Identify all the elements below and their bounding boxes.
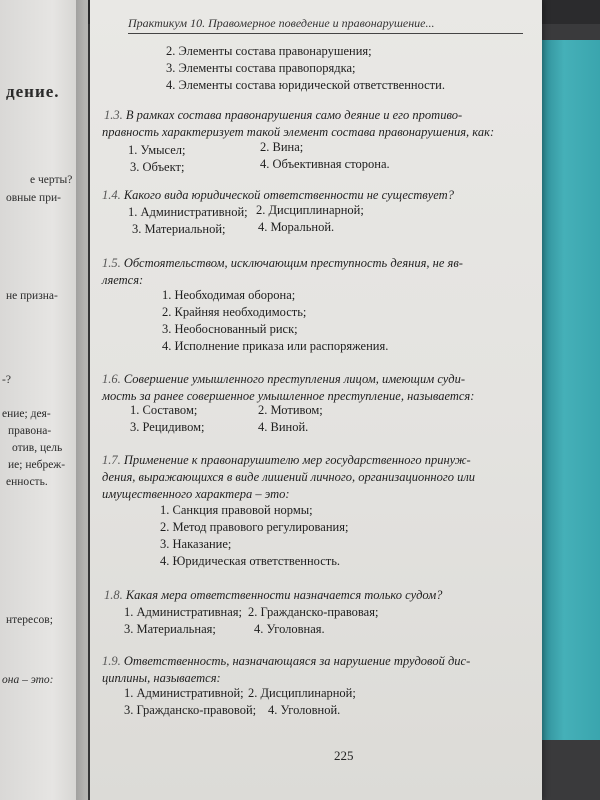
question-number: 1.4. xyxy=(102,188,121,202)
question-1-5 xyxy=(102,256,463,271)
option: 4. Уголовной. xyxy=(268,703,341,717)
left-fragment: овные при- xyxy=(6,192,61,204)
left-fragment: е черты? xyxy=(30,174,73,186)
option: 1. Умысел; xyxy=(128,143,186,157)
option: 1. Санкция правовой нормы; xyxy=(160,503,313,517)
book-cover-edge xyxy=(540,40,600,740)
option: 4. Объективная сторона. xyxy=(260,157,390,171)
question-1-6 xyxy=(102,372,465,387)
running-header-text: Практикум 10. Правомерное поведение и правонарушение... xyxy=(128,16,435,30)
question-1-9 xyxy=(102,654,470,669)
left-fragment: нтересов; xyxy=(6,614,53,626)
option: 2. Дисциплинарной; xyxy=(256,203,364,217)
option: 3. Рецидивом; xyxy=(130,420,205,434)
option: 2. Дисциплинарной; xyxy=(248,686,356,700)
question-number: 1.3. xyxy=(104,108,123,122)
question-1-4 xyxy=(102,188,454,203)
option: 3. Материальной; xyxy=(132,222,226,236)
left-fragment: ение; дея- xyxy=(2,408,51,420)
left-fragment: отив, цель xyxy=(12,442,63,454)
question-text: Совершение умышленного преступления лицом, имеющим суди- xyxy=(123,372,466,386)
right-page xyxy=(90,0,542,800)
option: 4. Моральной. xyxy=(258,220,335,234)
header-rule xyxy=(128,33,523,34)
option: 2. Элементы состава правонарушения; xyxy=(166,44,372,58)
question-number: 1.6. xyxy=(102,372,121,386)
left-fragment: -? xyxy=(2,374,11,386)
question-text: правность характеризует такой элемент состава правонарушения, как: xyxy=(102,125,495,139)
question-number: 1.5. xyxy=(102,256,121,270)
question-text: В рамках состава правонарушения само деяние и его противо- xyxy=(125,108,463,122)
option: 1. Составом; xyxy=(130,403,198,417)
option: 4. Виной. xyxy=(258,420,309,434)
running-header xyxy=(128,16,523,31)
question-text: Обстоятельством, исключающим преступность деяния, не яв- xyxy=(123,256,463,270)
question-text: циплины, называется: xyxy=(102,671,221,685)
option: 3. Необоснованный риск; xyxy=(162,322,298,336)
option: 3. Элементы состава правопорядка; xyxy=(166,61,356,75)
question-1-3 xyxy=(104,108,462,123)
left-fragment: енность. xyxy=(6,476,48,488)
option: 2. Гражданско-правовая; xyxy=(248,605,379,619)
question-1-7 xyxy=(102,453,471,468)
left-fragment: правона- xyxy=(8,425,52,437)
option: 4. Уголовная. xyxy=(254,622,325,636)
option: 2. Метод правового регулирования; xyxy=(160,520,349,534)
option: 3. Материальная; xyxy=(124,622,216,636)
question-text: мость за ранее совершенное умышленное преступление, называется: xyxy=(102,389,475,403)
left-fragment: ие; небреж- xyxy=(8,459,66,471)
option: 1. Административная; xyxy=(124,605,243,619)
question-text: имущественного характера – это: xyxy=(102,487,290,501)
option: 2. Мотивом; xyxy=(258,403,323,417)
question-number: 1.7. xyxy=(102,453,121,467)
option: 4. Элементы состава юридической ответственности. xyxy=(166,78,445,92)
question-text: Ответственность, назначающаяся за нарушение трудовой дис- xyxy=(123,654,471,668)
option: 3. Наказание; xyxy=(160,537,232,551)
left-fragment: она – это: xyxy=(2,674,54,686)
left-fragment: дение. xyxy=(6,82,60,101)
option: 2. Крайняя необходимость; xyxy=(162,305,307,319)
option: 4. Юридическая ответственность. xyxy=(160,554,341,568)
question-text: ляется: xyxy=(102,273,144,287)
option: 1. Необходимая оборона; xyxy=(162,288,296,302)
option: 1. Административной; xyxy=(124,686,244,700)
question-1-8 xyxy=(104,588,442,603)
question-number: 1.8. xyxy=(104,588,123,602)
option: 3. Объект; xyxy=(130,160,185,174)
option: 2. Вина; xyxy=(260,140,304,154)
question-text: Применение к правонарушителю мер государственного принуж- xyxy=(123,453,471,467)
option: 1. Административной; xyxy=(128,205,248,219)
left-page xyxy=(0,0,88,800)
page-number: 225 xyxy=(334,748,354,763)
question-text: Какая мера ответственности назначается только судом? xyxy=(125,588,443,602)
question-text: дения, выражающихся в виде лишений личного, организационного или xyxy=(102,470,476,484)
option: 3. Гражданско-правовой; xyxy=(124,703,257,717)
left-fragment: не призна- xyxy=(6,290,58,302)
question-number: 1.9. xyxy=(102,654,121,668)
option: 4. Исполнение приказа или распоряжения. xyxy=(162,339,389,353)
question-text: Какого вида юридической ответственности не существует? xyxy=(123,188,454,202)
